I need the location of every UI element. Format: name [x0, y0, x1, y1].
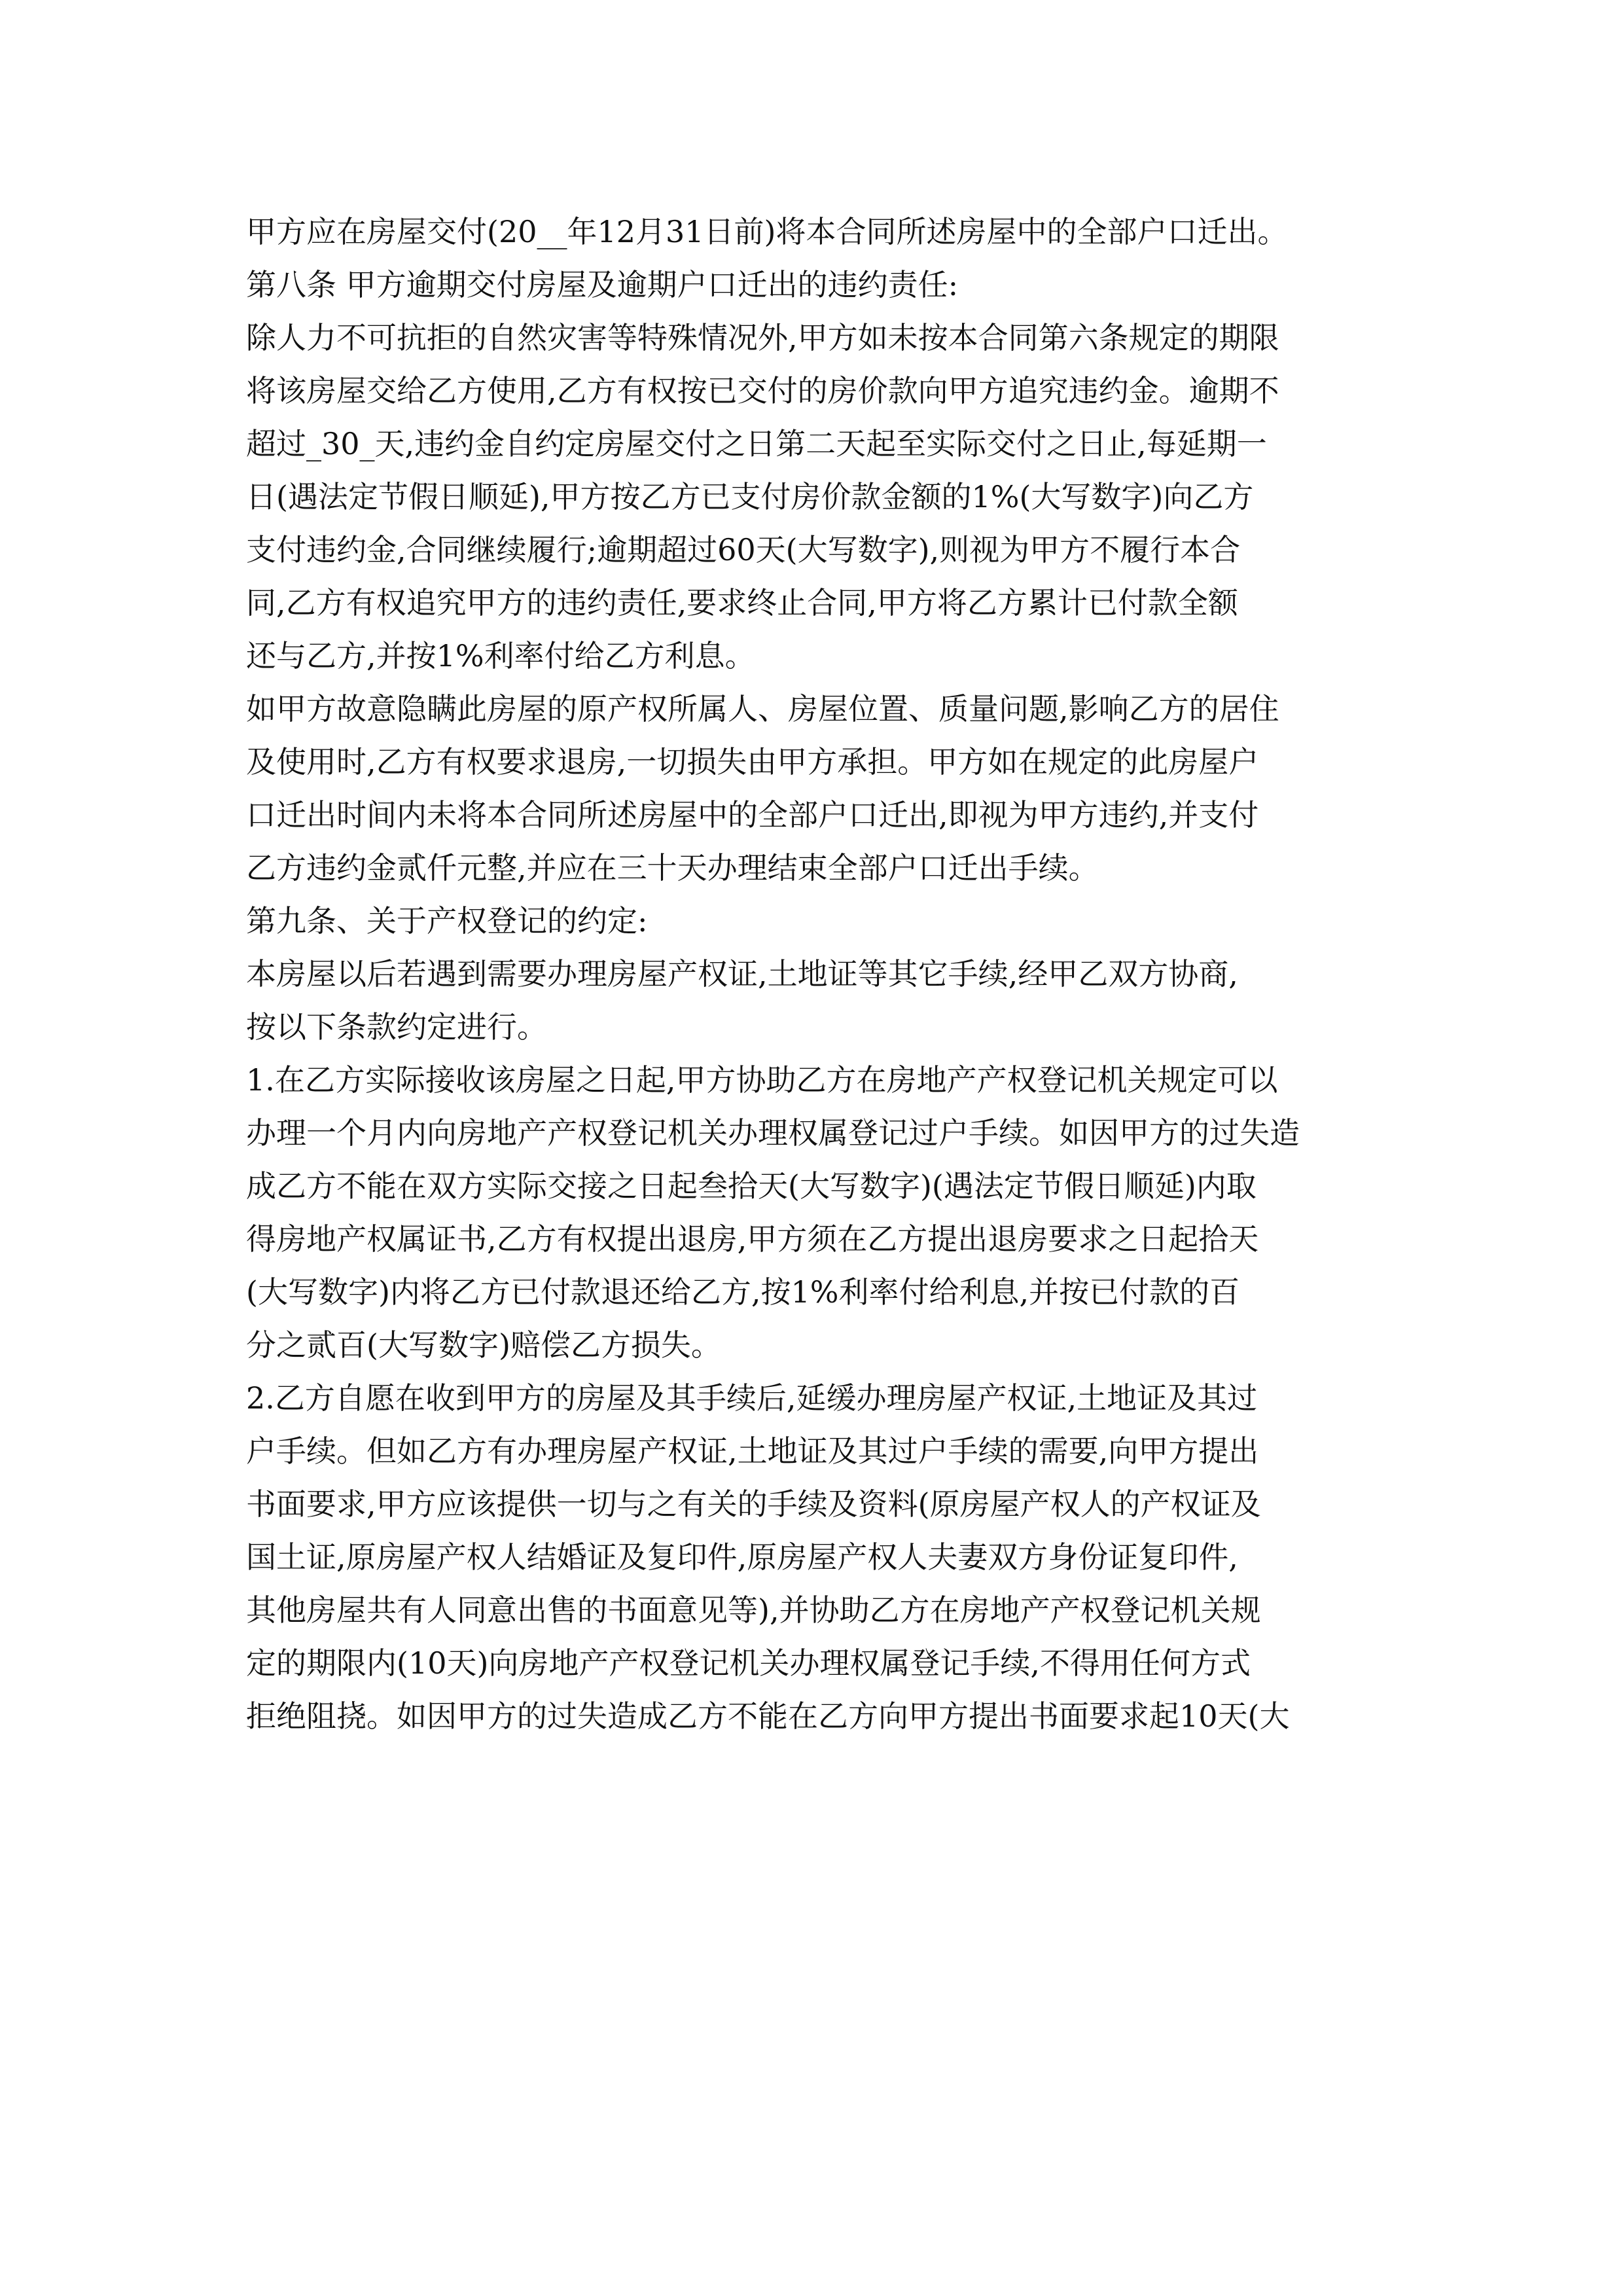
text-line: 口迁出时间内未将本合同所述房屋中的全部户口迁出,即视为甲方违约,并支付 [246, 797, 1259, 833]
section-heading-article-8: 第八条 甲方逾期交付房屋及逾期户口迁出的违约责任: [246, 267, 959, 302]
text-line: 拒绝阻挠。如因甲方的过失造成乙方不能在乙方向甲方提出书面要求起10天(大 [246, 1698, 1290, 1734]
text-line: (大写数字)内将乙方已付款退还给乙方,按1%利率付给利息,并按已付款的百 [246, 1274, 1240, 1310]
text-line: 成乙方不能在双方实际交接之日起叁拾天(大写数字)(遇法定节假日顺延)内取 [246, 1168, 1257, 1204]
section-heading-article-9: 第九条、关于产权登记的约定: [246, 903, 648, 939]
text-line: 书面要求,甲方应该提供一切与之有关的手续及资料(原房屋产权人的产权证及 [246, 1486, 1261, 1522]
text-line: 还与乙方,并按1%利率付给乙方利息。 [246, 638, 755, 673]
text-line: 如甲方故意隐瞒此房屋的原产权所属人、房屋位置、质量问题,影响乙方的居住 [246, 691, 1279, 726]
text-line: 超过_30_天,违约金自约定房屋交付之日第二天起至实际交付之日止,每延期一 [246, 426, 1267, 461]
text-line: 办理一个月内向房地产产权登记机关办理权属登记过户手续。如因甲方的过失造 [246, 1115, 1300, 1151]
text-line: 得房地产权属证书,乙方有权提出退房,甲方须在乙方提出退房要求之日起拾天 [246, 1221, 1259, 1257]
text-line: 除人力不可抗拒的自然灾害等特殊情况外,甲方如未按本合同第六条规定的期限 [246, 320, 1279, 355]
clause-1-line: 1.在乙方实际接收该房屋之日起,甲方协助乙方在房地产产权登记机关规定可以 [246, 1062, 1278, 1098]
text-line: 同,乙方有权追究甲方的违约责任,要求终止合同,甲方将乙方累计已付款全额 [246, 585, 1238, 620]
text-line: 定的期限内(10天)向房地产产权登记机关办理权属登记手续,不得用任何方式 [246, 1645, 1251, 1681]
text-line: 将该房屋交给乙方使用,乙方有权按已交付的房价款向甲方追究违约金。逾期不 [246, 373, 1279, 408]
text-line: 支付违约金,合同继续履行;逾期超过60天(大写数字),则视为甲方不履行本合 [246, 532, 1241, 567]
clause-2-line: 2.乙方自愿在收到甲方的房屋及其手续后,延缓办理房屋产权证,土地证及其过 [246, 1380, 1258, 1416]
text-line: 按以下条款约定进行。 [246, 1009, 547, 1045]
contract-text [246, 206, 1385, 1743]
text-line: 乙方违约金贰仟元整,并应在三十天办理结束全部户口迁出手续。 [246, 850, 1099, 886]
text-line: 分之贰百(大写数字)赔偿乙方损失。 [246, 1327, 721, 1363]
text-line: 甲方应在房屋交付(20__年12月31日前)将本合同所述房屋中的全部户口迁出。 [246, 214, 1288, 249]
text-line: 及使用时,乙方有权要求退房,一切损失由甲方承担。甲方如在规定的此房屋户 [246, 744, 1259, 780]
text-line: 国土证,原房屋产权人结婚证及复印件,原房屋产权人夫妻双方身份证复印件, [246, 1539, 1238, 1575]
text-line: 户手续。但如乙方有办理房屋产权证,土地证及其过户手续的需要,向甲方提出 [246, 1433, 1259, 1469]
text-line: 日(遇法定节假日顺延),甲方按乙方已支付房价款金额的1%(大写数字)向乙方 [246, 479, 1254, 514]
text-line: 本房屋以后若遇到需要办理房屋产权证,土地证等其它手续,经甲乙双方协商, [246, 956, 1238, 992]
text-line: 其他房屋共有人同意出售的书面意见等),并协助乙方在房地产产权登记机关规 [246, 1592, 1261, 1628]
